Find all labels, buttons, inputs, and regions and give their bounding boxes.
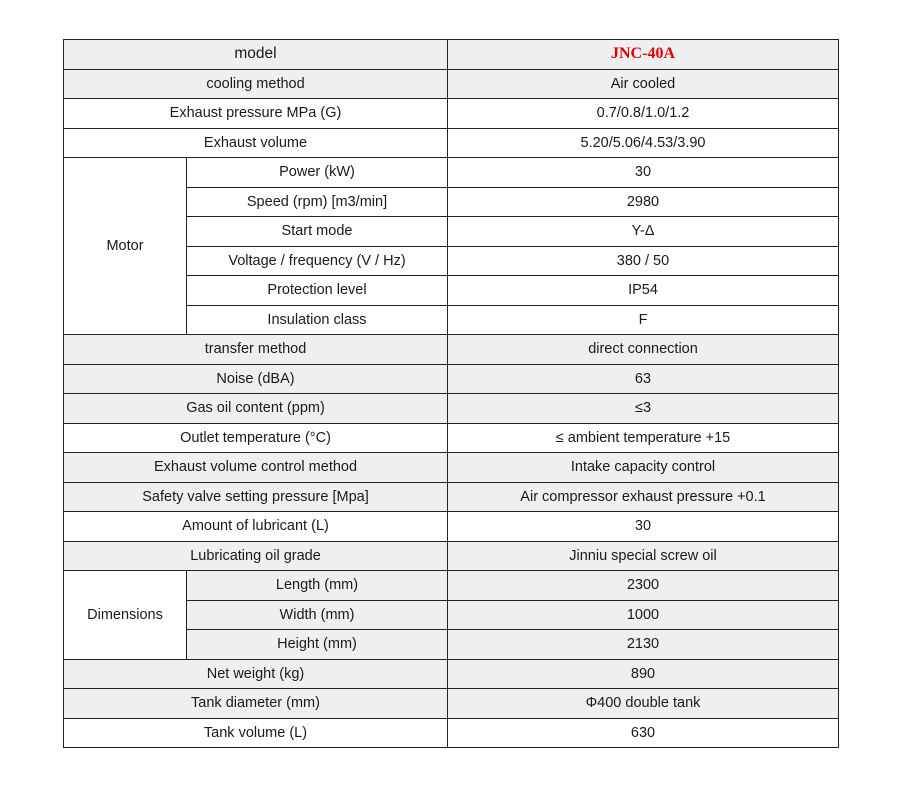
- table-row: [64, 689, 839, 719]
- row-value: 630: [448, 718, 839, 748]
- sub-label: Voltage / frequency (V / Hz): [187, 246, 448, 276]
- row-label: Outlet temperature (°C): [64, 423, 448, 453]
- sub-label: Width (mm): [187, 600, 448, 630]
- model-label: model: [64, 40, 448, 70]
- sub-value: 2980: [448, 187, 839, 217]
- row-value: 63: [448, 364, 839, 394]
- sub-label: Start mode: [187, 217, 448, 247]
- table-row: [64, 453, 839, 483]
- sub-value: 2130: [448, 630, 839, 660]
- sub-label: Protection level: [187, 276, 448, 306]
- row-value: 5.20/5.06/4.53/3.90: [448, 128, 839, 158]
- sub-label: Length (mm): [187, 571, 448, 601]
- table-row: [64, 364, 839, 394]
- row-label: Safety valve setting pressure [Mpa]: [64, 482, 448, 512]
- row-label: Lubricating oil grade: [64, 541, 448, 571]
- row-label: cooling method: [64, 69, 448, 99]
- row-label: Exhaust volume control method: [64, 453, 448, 483]
- model-value-text: JNC-40A: [611, 45, 675, 63]
- row-value: Φ400 double tank: [448, 689, 839, 719]
- row-value: ≤3: [448, 394, 839, 424]
- row-value: 890: [448, 659, 839, 689]
- row-label: Exhaust volume: [64, 128, 448, 158]
- row-label: Noise (dBA): [64, 364, 448, 394]
- row-value: 30: [448, 512, 839, 542]
- table-row: [64, 482, 839, 512]
- sub-value: Y-Δ: [448, 217, 839, 247]
- row-label: transfer method: [64, 335, 448, 365]
- table-row: [64, 659, 839, 689]
- table-row: [64, 541, 839, 571]
- sub-label: Power (kW): [187, 158, 448, 188]
- row-value: direct connection: [448, 335, 839, 365]
- row-label: Gas oil content (ppm): [64, 394, 448, 424]
- spec-table: [63, 39, 839, 748]
- sub-label: Height (mm): [187, 630, 448, 660]
- table-row: [64, 158, 839, 188]
- sub-value: IP54: [448, 276, 839, 306]
- sub-value: F: [448, 305, 839, 335]
- table-row: [64, 423, 839, 453]
- table-row: [64, 128, 839, 158]
- sub-label: Speed (rpm) [m3/min]: [187, 187, 448, 217]
- row-value: Air cooled: [448, 69, 839, 99]
- table-row: [64, 335, 839, 365]
- row-value: 0.7/0.8/1.0/1.2: [448, 99, 839, 129]
- table-row: [64, 40, 839, 70]
- sub-value: 380 / 50: [448, 246, 839, 276]
- dimensions-group-label: Dimensions: [64, 571, 187, 660]
- sub-label: Insulation class: [187, 305, 448, 335]
- row-value: Intake capacity control: [448, 453, 839, 483]
- table-row: [64, 394, 839, 424]
- sub-value: 1000: [448, 600, 839, 630]
- table-row: [64, 99, 839, 129]
- row-label: Tank diameter (mm): [64, 689, 448, 719]
- row-label: Net weight (kg): [64, 659, 448, 689]
- table-row: [64, 512, 839, 542]
- row-value: ≤ ambient temperature +15: [448, 423, 839, 453]
- table-row: [64, 718, 839, 748]
- table-row: [64, 571, 839, 601]
- row-label: Exhaust pressure MPa (G): [64, 99, 448, 129]
- row-value: Air compressor exhaust pressure +0.1: [448, 482, 839, 512]
- sub-value: 30: [448, 158, 839, 188]
- row-label: Amount of lubricant (L): [64, 512, 448, 542]
- motor-group-label: Motor: [64, 158, 187, 335]
- row-label: Tank volume (L): [64, 718, 448, 748]
- sub-value: 2300: [448, 571, 839, 601]
- row-value: Jinniu special screw oil: [448, 541, 839, 571]
- model-value: [448, 40, 839, 70]
- table-row: [64, 69, 839, 99]
